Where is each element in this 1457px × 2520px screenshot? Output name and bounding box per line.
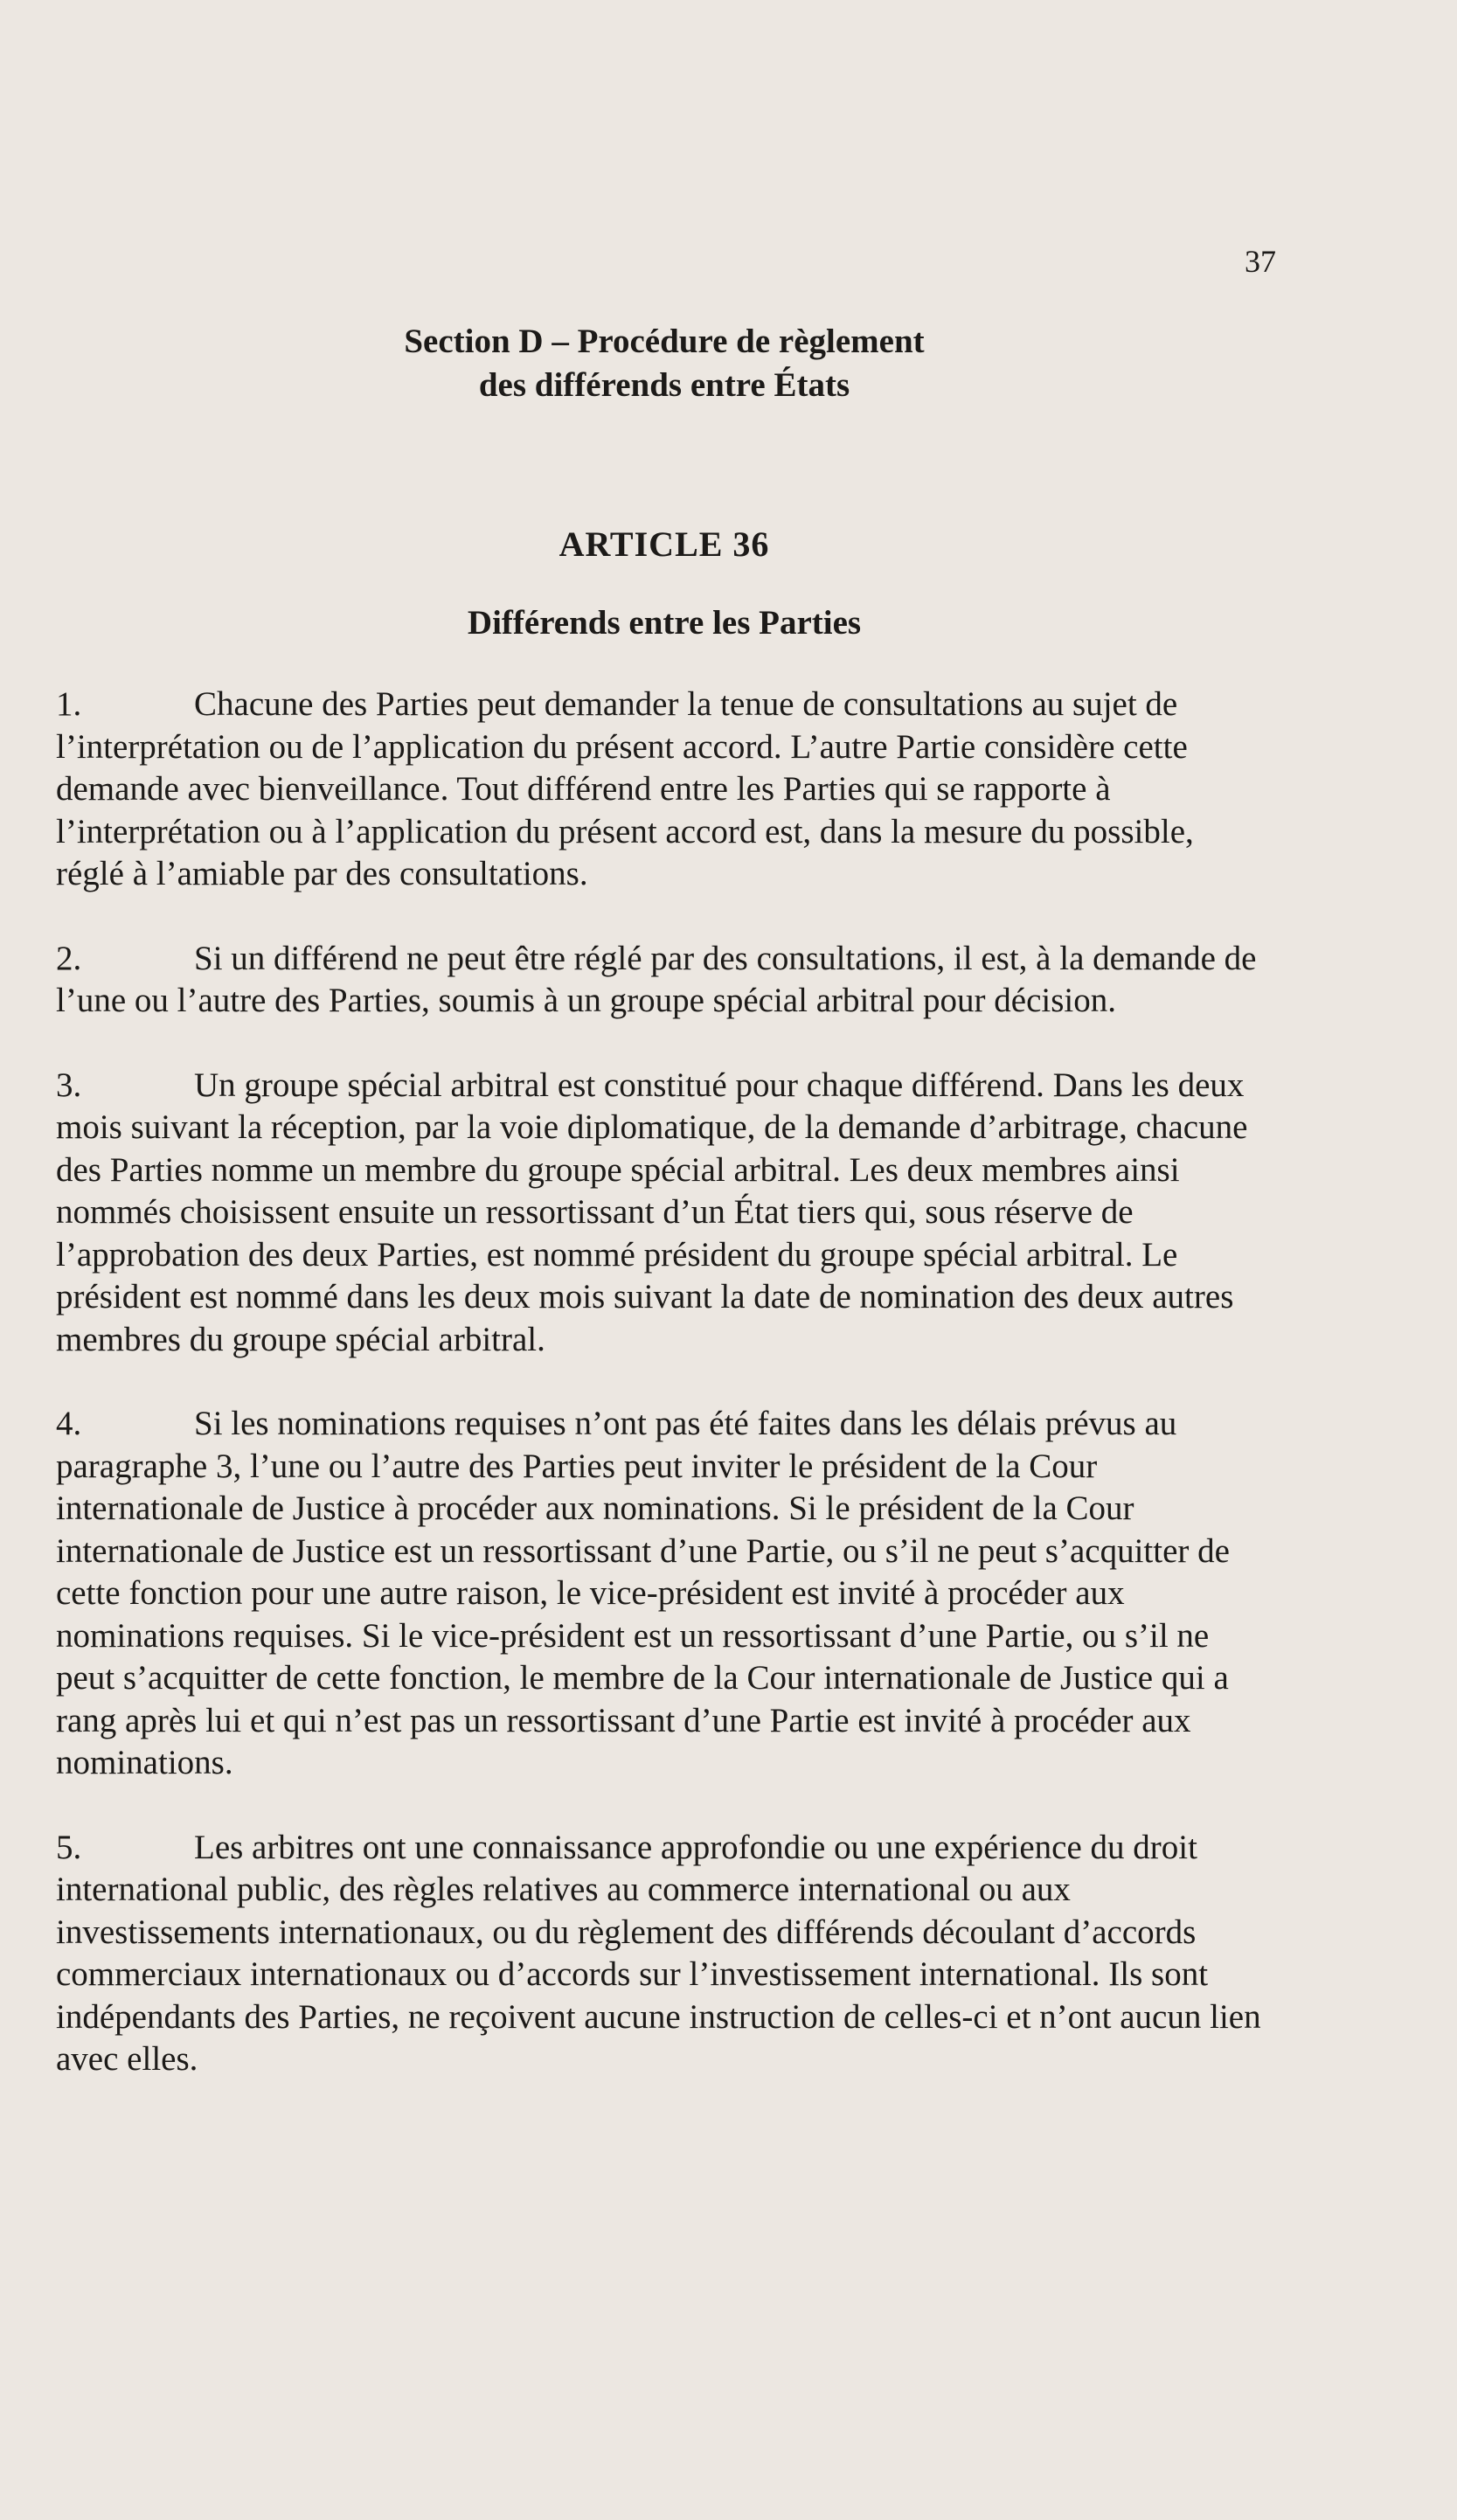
section-title-line-1: Section D – Procédure de règlement: [404, 323, 925, 360]
section-title: [262, 320, 1066, 407]
page-number: 37: [1245, 244, 1276, 279]
article-heading: ARTICLE 36: [559, 524, 770, 564]
section-title-line-2: des différends entre États: [478, 366, 850, 404]
paragraph-number: 3.: [56, 1066, 82, 1104]
article-paragraphs: [56, 684, 1262, 2123]
paragraph-number: 4.: [56, 1405, 82, 1442]
paragraph-number: 1.: [56, 685, 82, 723]
article-subtitle: Différends entre les Parties: [467, 604, 862, 642]
paragraph-2: [56, 938, 1262, 1023]
paragraph-number: 5.: [56, 1828, 82, 1866]
paragraph-text: Si un différend ne peut être réglé par des consultations, il est, à la demande de l’une ou l’autre des Parties, soumis à un groupe spécial arbitral pour décision.: [56, 939, 1257, 1019]
paragraph-text: Chacune des Parties peut demander la tenue de consultations au sujet de l’interprétation ou de l’application du présent accord. L’autre Partie considère cette demande avec bienveillance. Tout différend entre les Parties qui se rapporte à l’interprétation ou à l’application du présent accord est, dans la mesure du possible, réglé à l’amiable par des consultations.: [56, 685, 1194, 892]
paragraph-text: Si les nominations requises n’ont pas été faites dans les délais prévus au paragraphe 3, l’une ou l’autre des Parties peut inviter le président de la Cour internationale de Justice à procéder aux nominations. Si le président de la Cour internationale de Justice est un ressortissant d’une Partie, ou s’il ne peut s’acquitter de cette fonction pour une autre raison, le vice-président est invité à procéder aux nominations requises. Si le vice-président est un ressortissant d’une Partie, ou s’il ne peut s’acquitter de cette fonction, le membre de la Cour internationale de Justice qui a rang après lui et qui n’est pas un ressortissant d’une Partie est invité à procéder aux nominations.: [56, 1405, 1230, 1781]
paragraph-3: [56, 1065, 1262, 1362]
paragraph-text: Un groupe spécial arbitral est constitué pour chaque différend. Dans les deux mois suivant la réception, par la voie diplomatique, de la demande d’arbitrage, chacune des Parties nomme un membre du groupe spécial arbitral. Les deux membres ainsi nommés choisissent ensuite un ressortissant d’un État tiers qui, sous réserve de l’approbation des deux Parties, est nommé président du groupe spécial arbitral. Le président est nommé dans les deux mois suivant la date de nomination des deux autres membres du groupe spécial arbitral.: [56, 1066, 1248, 1358]
paragraph-1: [56, 684, 1262, 896]
paragraph-text: Les arbitres ont une connaissance approfondie ou une expérience du droit international public, des règles relatives au commerce international ou aux investissements internationaux, ou du règlement des différends découlant d’accords commerciaux internationaux ou d’accords sur l’investissement international. Ils sont indépendants des Parties, ne reçoivent aucune instruction de celles-ci et n’ont aucun lien avec elles.: [56, 1828, 1261, 2078]
paragraph-5: [56, 1827, 1262, 2081]
paragraph-number: 2.: [56, 939, 82, 977]
paragraph-4: [56, 1403, 1262, 1785]
